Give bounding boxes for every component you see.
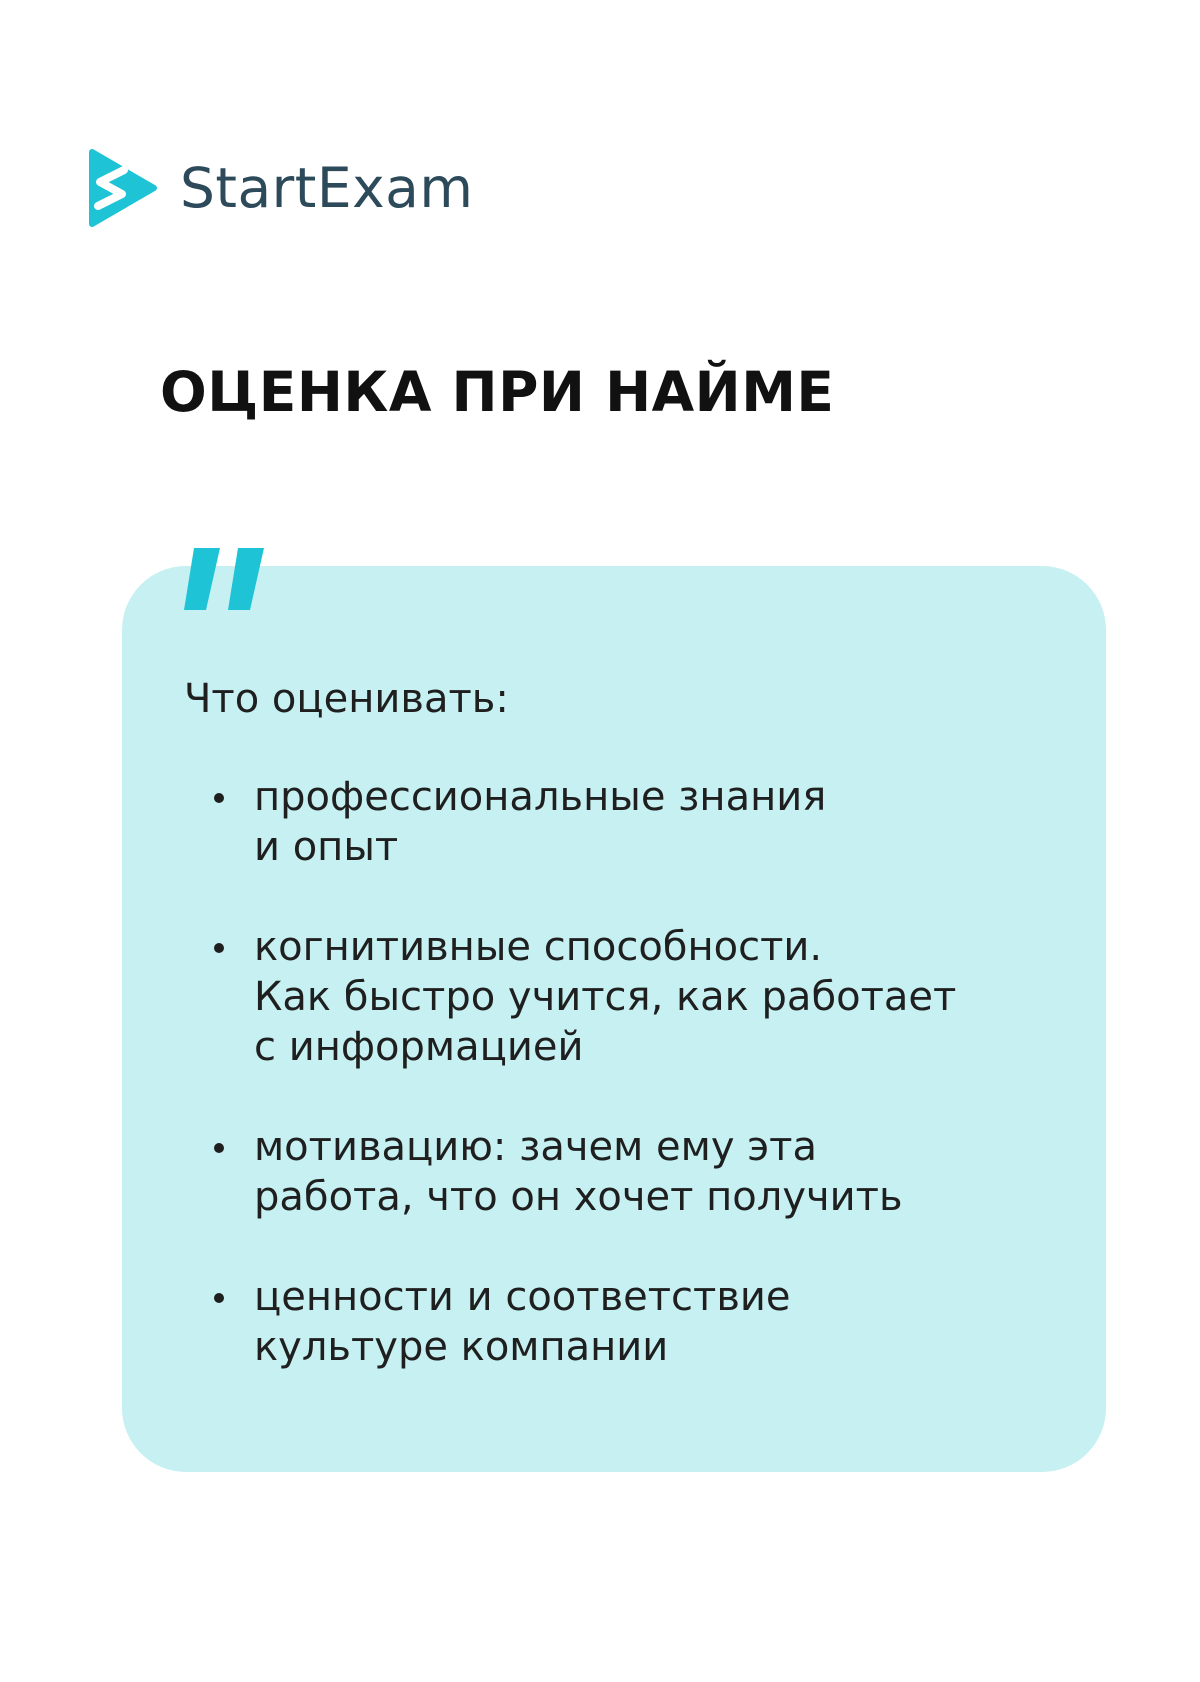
- list-item-line: ценности и соответствие: [254, 1274, 791, 1320]
- list-item-line: Как быстро учится, как работает: [254, 974, 957, 1020]
- page-title: ОЦЕНКА ПРИ НАЙМЕ: [160, 360, 835, 424]
- list-item: [184, 1122, 1064, 1222]
- brand-name: StartExam: [180, 155, 474, 220]
- criteria-intro: Что оценивать:: [184, 676, 509, 722]
- list-item-line: профессиональные знания: [254, 774, 827, 820]
- bullet-icon: [214, 1293, 224, 1303]
- bullet-icon: [214, 943, 224, 953]
- bullet-icon: [214, 1143, 224, 1153]
- criteria-list: [184, 772, 1064, 1422]
- list-item-line: мотивацию: зачем ему эта: [254, 1124, 817, 1170]
- bullet-icon: [214, 793, 224, 803]
- list-item-line: культуре компании: [254, 1324, 669, 1370]
- quote-icon: [182, 548, 268, 610]
- play-s-logo-icon: [86, 148, 158, 228]
- list-item: [184, 1272, 1064, 1372]
- list-item-line: работа, что он хочет получить: [254, 1174, 903, 1220]
- list-item-line: и опыт: [254, 824, 399, 870]
- list-item-line: когнитивные способности.: [254, 924, 823, 970]
- list-item-line: с информацией: [254, 1024, 584, 1070]
- list-item: [184, 772, 1064, 872]
- list-item: [184, 922, 1064, 1072]
- brand-logo: [86, 148, 473, 228]
